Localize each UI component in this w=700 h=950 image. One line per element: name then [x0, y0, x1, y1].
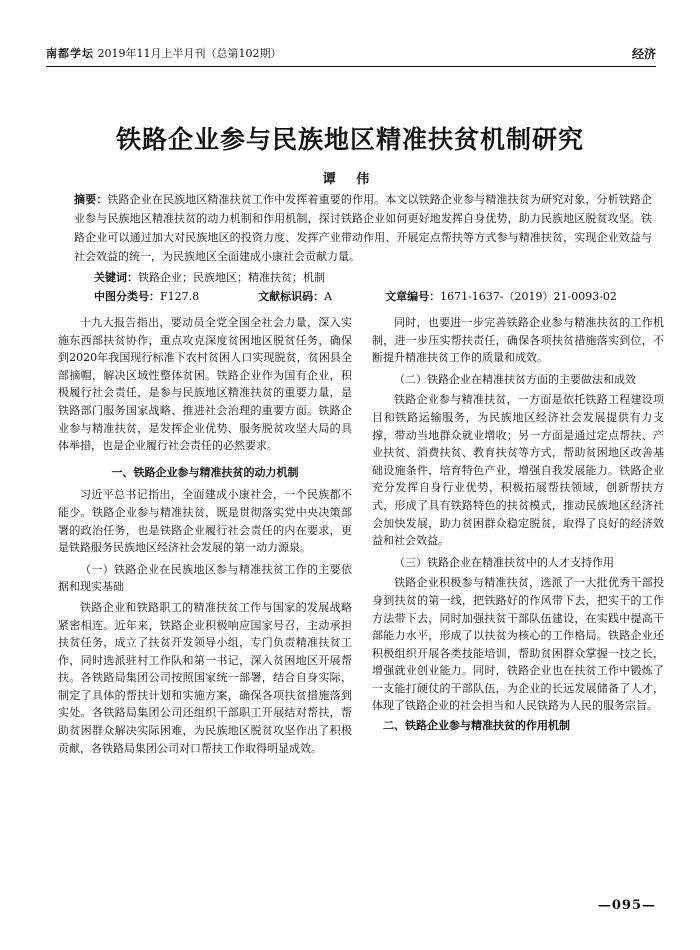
- section-heading-2: 二、铁路企业参与精准扶贫的作用机制: [383, 719, 570, 733]
- body-paragraph: 铁路企业和铁路职工的精准扶贫工作与国家的发展战略紧密相连。近年来，铁路企业积极响应国家号召，主动承担扶贫任务，成立了扶贫开发领导小组，专门负责精准扶贫工作，同时选派驻村工作队和第一书记，深入贫困地区开展帮扶。各铁路局集团公司按照国家统一部署，结合自身实际，制定了具体的帮扶计划和实施方案，确保各项扶贫措施落到实处。各铁路局集团公司还组织干部职工开展结对帮扶，帮助贫困群众解决实际困难，为民族地区脱贫攻坚作出了积极贡献，各铁路局集团公司对口帮扶工作取得明显成效。: [58, 600, 352, 755]
- classification-line: [94, 287, 652, 306]
- right-column: [372, 314, 664, 735]
- article-author: 谭 伟: [322, 172, 378, 187]
- doc-code-value: A: [324, 290, 333, 303]
- doc-code-label: 文献标识码：: [258, 290, 325, 303]
- journal-name: 南都学坛: [46, 47, 94, 60]
- keywords: [94, 268, 652, 287]
- section-heading-1: 一、铁路企业参与精准扶贫的动力机制: [111, 465, 299, 479]
- subsection-heading-1: （一）铁路企业在民族地区参与精准扶贫工作的主要依据和现实基础: [58, 562, 352, 594]
- left-column: [58, 314, 352, 757]
- subsection-heading-2: （二）铁路企业在精准扶贫方面的主要做法和成效: [394, 372, 636, 386]
- intro-paragraph: 十九大报告指出，要动员全党全国全社会力量，深入实施东西部扶贫协作，重点攻克深度贫困地区脱贫任务，确保到2020年我国现行标准下农村贫困人口实现脱贫，贫困县全部摘帽，解决区域性整体贫困。铁路企业作为国有企业，积极履行社会责任，是参与民族地区精准扶贫的重要力量，是铁路部门服务国家战略、推进社会治理的重要方面。铁路企业参与精准扶贫，是发挥企业优势、服务脱贫攻坚大局的具体举措，也是企业履行社会责任的必然要求。: [58, 316, 352, 453]
- abstract-text: 铁路企业在民族地区精准扶贫工作中发挥着重要的作用。本文以铁路企业参与精准扶贫为研究对象，分析铁路企业参与民族地区精准扶贫的动力机制和作用机制，探讨铁路企业如何更好地发挥自身优势，助力民族地区脱贫攻坚。铁路企业可以通过加大对民族地区的投资力度、发挥产业带动作用、开展定点帮扶等方式参与精准扶贫，实现企业效益与社会效益的统一，为民族地区全面建成小康社会贡献力量。: [74, 193, 653, 263]
- article-number-value: 1671-1637-（2019）21-0093-02: [440, 290, 617, 303]
- header-rule: [46, 66, 656, 67]
- body-paragraph: 铁路企业参与精准扶贫，一方面是依托铁路工程建设项目和铁路运输服务，为民族地区经济社会发展提供有力支撑，带动当地群众就业增收；另一方面是通过定点帮扶、产业扶贫、消费扶贫、教育扶贫等方式，帮助贫困地区改善基础设施条件，培育特色产业，增强自我发展能力。铁路企业充分发挥自身行业优势，积极拓展帮扶领域，创新帮扶方式，形成了具有铁路特色的扶贫模式，推动民族地区经济社会加快发展，助力贫困群众稳定脱贫，取得了良好的经济效益和社会效益。: [372, 393, 664, 548]
- subsection-heading-3: （三）铁路企业在精准扶贫中的人才支持作用: [394, 555, 614, 569]
- section-label: 经济: [631, 47, 656, 61]
- issue-info: 2019年11月上半月刊（总第102期）: [97, 47, 282, 60]
- body-paragraph: 铁路企业积极参与精准扶贫，选派了一大批优秀干部投身到扶贫的第一线，把铁路好的作风带下去，把实干的工作方法带下去，同时加强扶贫干部队伍建设，在实践中提高干部能力水平，形成了以扶贫为核心的工作格局。铁路企业还积极组织开展各类技能培训，帮助贫困群众掌握一技之长，增强就业创业能力。同时，铁路企业也在扶贫工作中锻炼了一支能打硬仗的干部队伍，为企业的长远发展储备了人才，体现了铁路企业的社会担当和人民铁路为人民的服务宗旨。: [372, 576, 664, 713]
- class-number-label: 中图分类号：: [94, 290, 160, 303]
- page-number: —095—: [597, 898, 656, 913]
- running-header: [46, 44, 656, 64]
- body-paragraph: 同时，也要进一步完善铁路企业参与精准扶贫的工作机制，进一步压实帮扶责任，确保各项扶贫措施落实到位，不断提升精准扶贫工作的质量和成效。: [372, 316, 664, 365]
- keywords-label: 关键词：: [94, 271, 138, 284]
- article-title: 铁路企业参与民族地区精准扶贫机制研究: [115, 125, 584, 154]
- abstract: [74, 190, 652, 266]
- class-number-value: F127.8: [160, 290, 200, 303]
- abstract-label: 摘要：: [74, 193, 108, 206]
- keywords-text: 铁路企业；民族地区；精准扶贫；机制: [138, 271, 325, 284]
- journal-info: [46, 44, 282, 64]
- article-number-label: 文章编号：: [385, 290, 441, 303]
- body-paragraph: 习近平总书记指出，全面建成小康社会，一个民族都不能少。铁路企业参与精准扶贫，既是贯彻落实党中央决策部署的政治任务，也是铁路企业履行社会责任的内在要求，更是铁路服务民族地区经济社会发展的第一动力源泉。: [58, 488, 352, 555]
